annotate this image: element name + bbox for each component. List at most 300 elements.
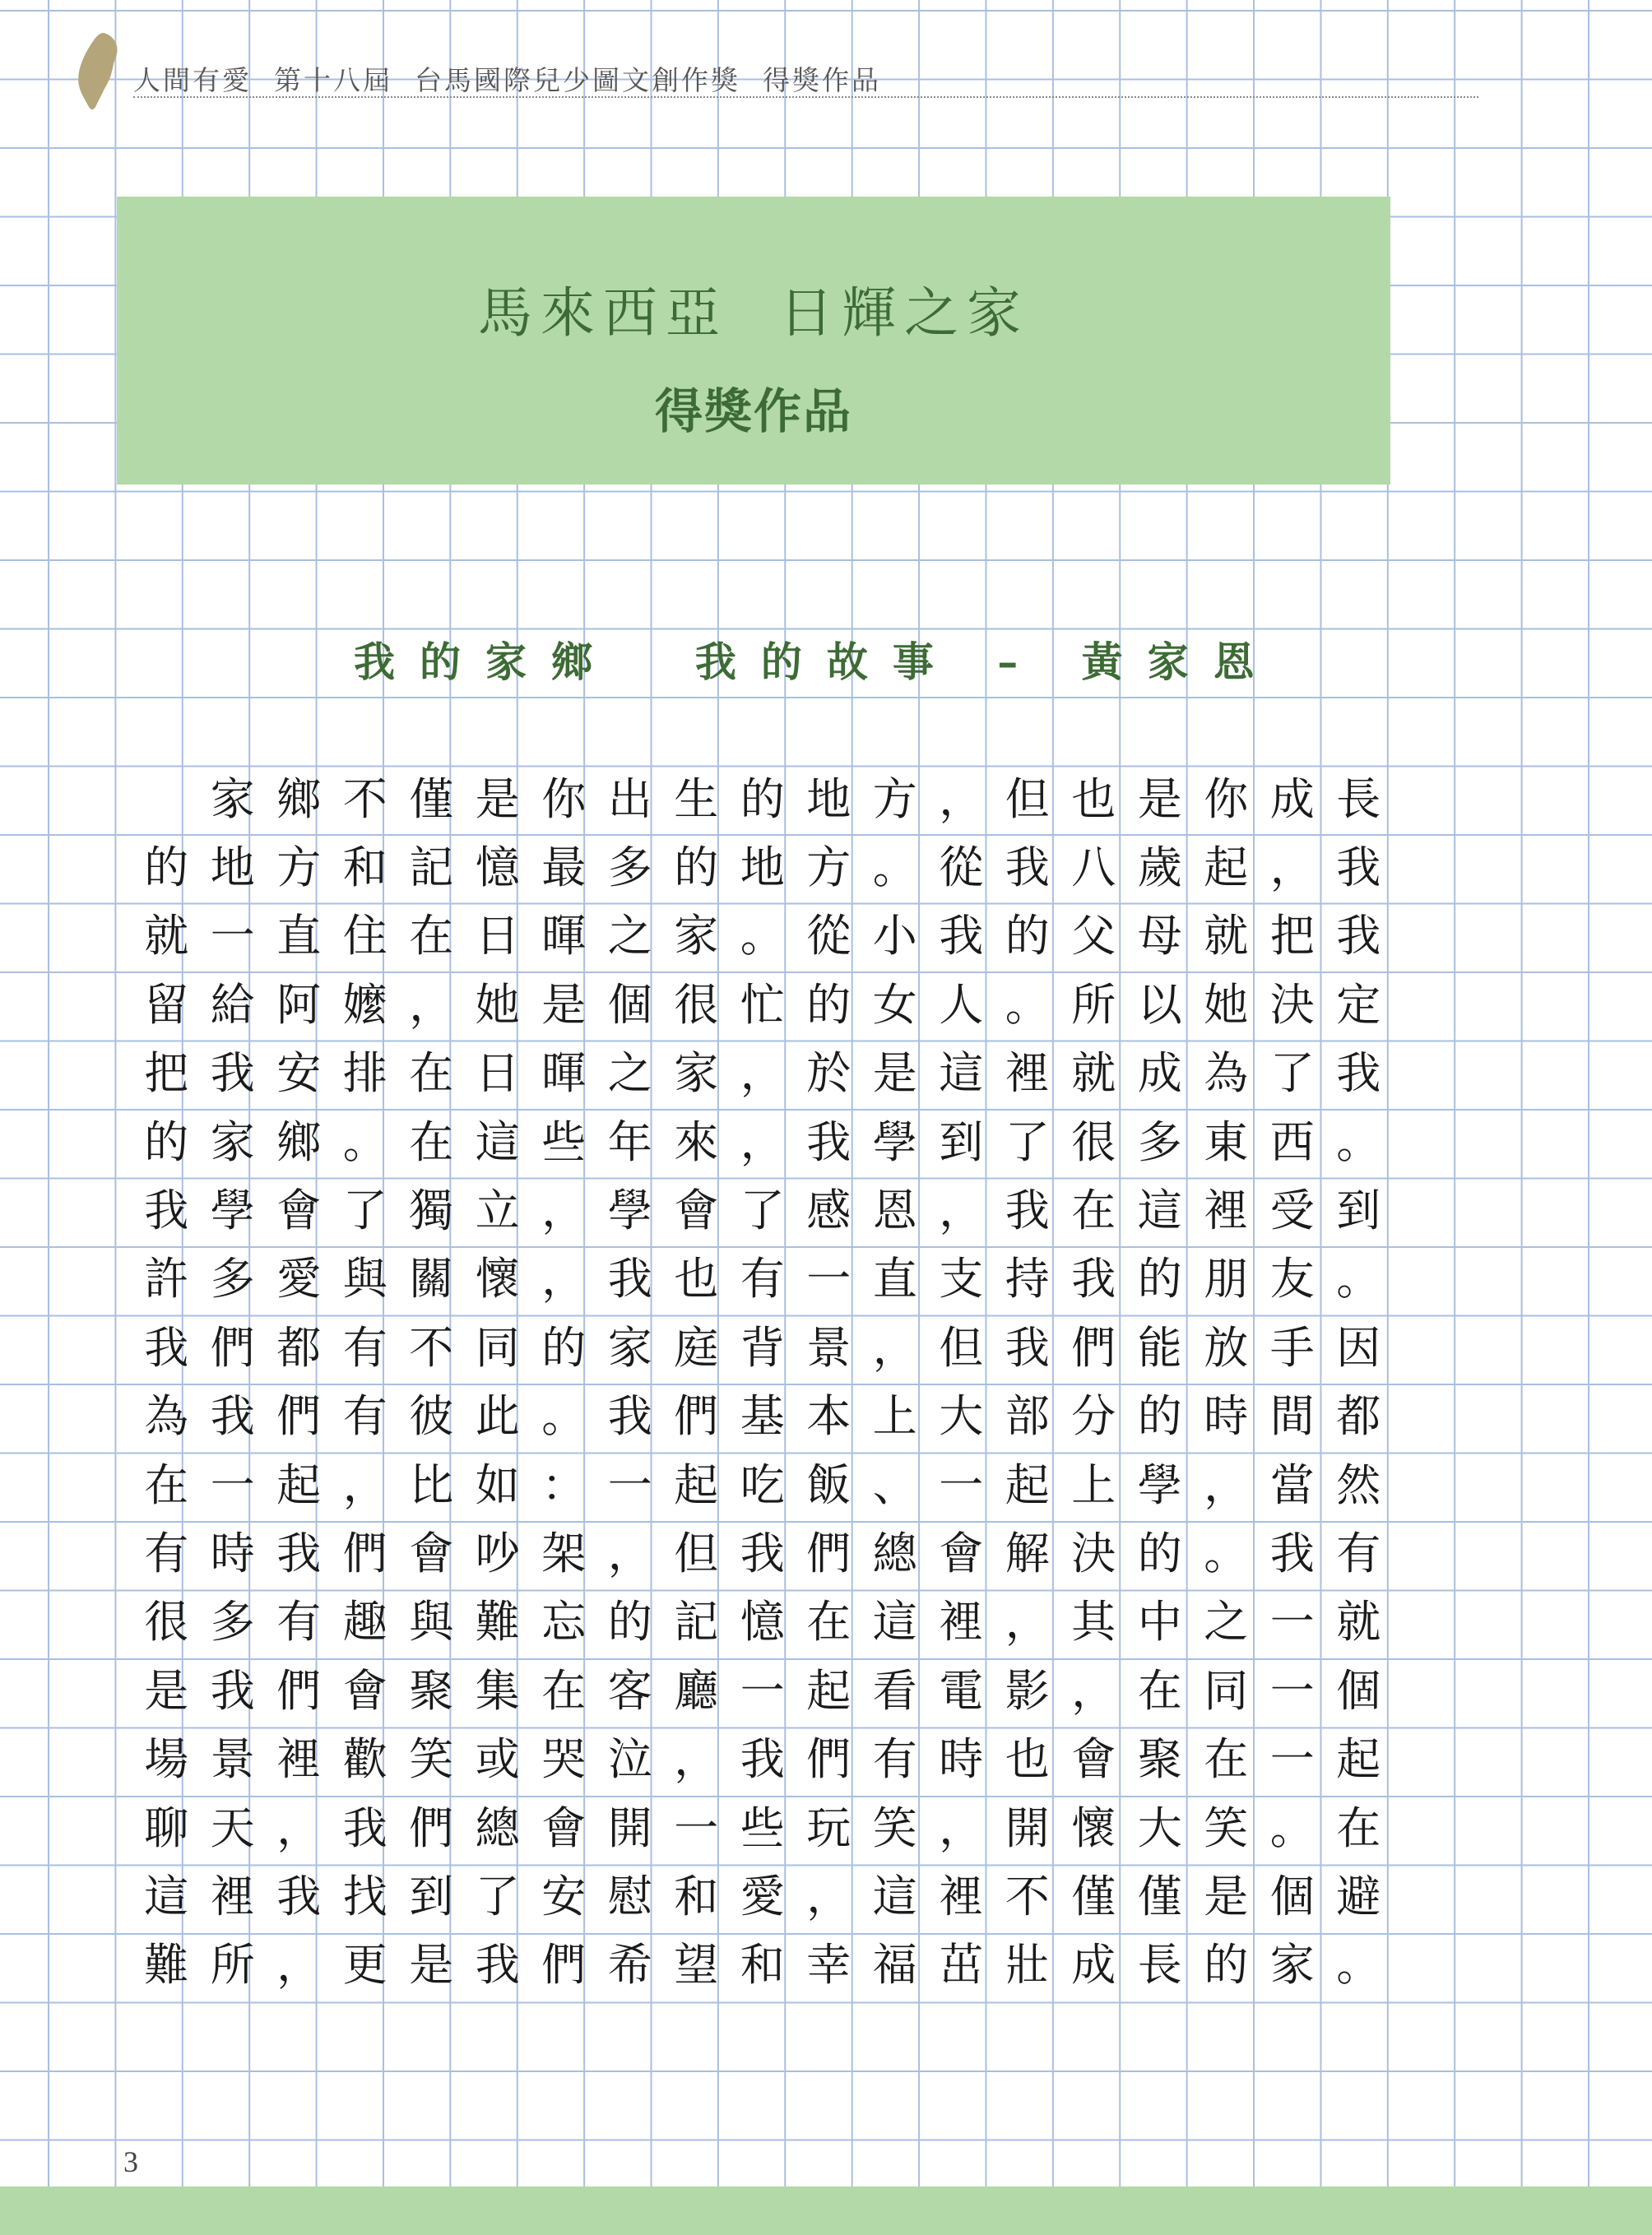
essay-char: 吵 — [475, 1527, 520, 1579]
essay-char: 會 — [276, 1185, 322, 1237]
essay-char: 的 — [144, 1115, 189, 1168]
essay-char: 我 — [1336, 1047, 1381, 1100]
essay-char: 裡 — [939, 1870, 984, 1922]
essay-char: 解 — [1005, 1527, 1050, 1579]
essay-char: 一 — [674, 1801, 719, 1854]
essay-char: 聚 — [1137, 1733, 1182, 1786]
essay-char: 暉 — [541, 1047, 587, 1100]
essay-char: 望 — [674, 1939, 719, 1992]
essay-char: 中 — [1137, 1596, 1182, 1648]
essay-char: 我 — [210, 1047, 255, 1100]
essay-char: 和 — [740, 1939, 785, 1992]
essay-char: 會 — [939, 1527, 984, 1579]
essay-char: 在 — [409, 910, 454, 962]
essay-char: 方 — [872, 772, 917, 825]
essay-char: 聚 — [409, 1664, 454, 1717]
essay-char: 年 — [607, 1115, 652, 1168]
essay-char: 不 — [409, 1321, 454, 1374]
title-banner — [117, 197, 1390, 485]
essay-char: 父 — [1071, 910, 1116, 962]
essay-char: 多 — [210, 1596, 255, 1648]
essay-line — [133, 1451, 1392, 1519]
essay-line — [133, 1588, 1392, 1657]
essay-char: 的 — [1204, 1939, 1249, 1992]
essay-char: 影 — [1005, 1664, 1050, 1717]
essay-char: 在 — [409, 1047, 454, 1100]
essay-char: 之 — [607, 1047, 652, 1100]
essay-char: 福 — [872, 1939, 917, 1992]
essay-char: 。 — [740, 910, 785, 962]
essay-char: 我 — [144, 1321, 189, 1374]
essay-char: 把 — [144, 1047, 189, 1100]
essay-char: 到 — [409, 1870, 454, 1922]
essay-char: 了 — [475, 1870, 520, 1922]
essay-char: 時 — [939, 1733, 984, 1786]
essay-char: 客 — [607, 1664, 652, 1717]
essay-char: 一 — [1269, 1733, 1315, 1786]
essay-char: 多 — [1137, 1115, 1182, 1168]
essay-char: ， — [674, 1733, 719, 1786]
essay-char: 我 — [607, 1253, 652, 1305]
essay-char: 。 — [1336, 1939, 1381, 1992]
essay-char: 住 — [342, 910, 387, 962]
essay-char: 們 — [276, 1390, 322, 1443]
essay-char: 這 — [939, 1047, 984, 1100]
essay-char: 我 — [740, 1733, 785, 1786]
essay-char: 壯 — [1005, 1939, 1050, 1992]
essay-char: ， — [541, 1185, 587, 1237]
essay-char: 有 — [144, 1527, 189, 1579]
essay-char: 的 — [806, 978, 852, 1031]
essay-char: 日 — [475, 1047, 520, 1100]
essay-char: 集 — [475, 1664, 520, 1717]
essay-char: 們 — [342, 1527, 387, 1579]
essay-char: 找 — [342, 1870, 387, 1922]
essay-char: ， — [541, 1253, 587, 1305]
essay-char: 與 — [409, 1596, 454, 1648]
essay-char: 記 — [674, 1596, 719, 1648]
essay-char: 廳 — [674, 1664, 719, 1717]
essay-char: 。 — [541, 1390, 587, 1443]
essay-char: 就 — [144, 910, 189, 962]
essay-char: 你 — [1204, 772, 1249, 825]
essay-char: 然 — [1336, 1458, 1381, 1511]
essay-char: 友 — [1269, 1253, 1315, 1305]
essay-char: 小 — [872, 910, 917, 962]
essay-char: 歲 — [1137, 842, 1182, 894]
essay-line — [133, 902, 1392, 971]
essay-char: 上 — [872, 1390, 917, 1443]
essay-char: 或 — [475, 1733, 520, 1786]
essay-char: 立 — [475, 1185, 520, 1237]
essay-char: 我 — [607, 1390, 652, 1443]
essay-char: 分 — [1071, 1390, 1116, 1443]
essay-char: 有 — [740, 1253, 785, 1305]
essay-char: 多 — [210, 1253, 255, 1305]
essay-char: 地 — [740, 842, 785, 894]
essay-char: 是 — [541, 978, 587, 1031]
essay-char: 忘 — [541, 1596, 587, 1648]
page-header — [0, 25, 1481, 115]
essay-char: 開 — [607, 1801, 652, 1854]
essay-char: 。 — [1005, 978, 1050, 1031]
essay-char: 們 — [409, 1801, 454, 1854]
essay-char: 些 — [740, 1801, 785, 1854]
essay-char: 很 — [674, 978, 719, 1031]
essay-char: ， — [939, 1801, 984, 1854]
essay-char: 庭 — [674, 1321, 719, 1374]
essay-char: 長 — [1336, 772, 1381, 825]
banner-subtitle: 得獎作品 — [654, 383, 852, 439]
essay-char: 給 — [210, 978, 255, 1031]
essay-char: 、 — [872, 1458, 917, 1511]
essay-char: 避 — [1336, 1870, 1381, 1922]
essay-char: 些 — [541, 1115, 587, 1168]
essay-char: ， — [1269, 842, 1315, 894]
essay-char: 大 — [939, 1390, 984, 1443]
essay-line — [133, 1657, 1392, 1725]
essay-char: 家 — [1269, 1939, 1315, 1992]
essay-char: 的 — [1137, 1527, 1182, 1579]
essay-char: 我 — [210, 1664, 255, 1717]
essay-char: 歡 — [342, 1733, 387, 1786]
essay-char: 起 — [674, 1458, 719, 1511]
essay-char: 這 — [1137, 1185, 1182, 1237]
essay-char: 在 — [1204, 1733, 1249, 1786]
essay-char: 鄉 — [276, 1115, 322, 1168]
essay-char: 這 — [872, 1870, 917, 1922]
essay-char: ， — [409, 978, 454, 1031]
essay-char: 間 — [1269, 1390, 1315, 1443]
essay-char: 決 — [1269, 978, 1315, 1031]
essay-char: ， — [276, 1801, 322, 1854]
essay-char: ， — [1005, 1596, 1050, 1648]
essay-char: 架 — [541, 1527, 587, 1579]
essay-char: 希 — [607, 1939, 652, 1992]
essay-char: 的 — [541, 1321, 587, 1374]
essay-char: 長 — [1137, 1939, 1182, 1992]
essay-char: 裡 — [939, 1596, 984, 1648]
essay-char: 一 — [939, 1458, 984, 1511]
essay-char: 們 — [276, 1664, 322, 1717]
essay-char: 開 — [1005, 1801, 1050, 1854]
essay-char: 起 — [1336, 1733, 1381, 1786]
essay-char: 但 — [674, 1527, 719, 1579]
essay-line — [133, 971, 1392, 1039]
essay-char: 就 — [1336, 1596, 1381, 1648]
essay-char: 有 — [1336, 1527, 1381, 1579]
essay-char: 趣 — [342, 1596, 387, 1648]
essay-char: 愛 — [276, 1253, 322, 1305]
essay-char: 獨 — [409, 1185, 454, 1237]
essay-char: 起 — [1005, 1458, 1050, 1511]
essay-char: 們 — [541, 1939, 587, 1992]
essay-char: 上 — [1071, 1458, 1116, 1511]
essay-char: 有 — [872, 1733, 917, 1786]
essay-char: 我 — [939, 910, 984, 962]
essay-char: ， — [342, 1458, 387, 1511]
essay-char: 把 — [1269, 910, 1315, 962]
essay-char: 當 — [1269, 1458, 1315, 1511]
essay-char: 吃 — [740, 1458, 785, 1511]
essay-char: 決 — [1071, 1527, 1116, 1579]
essay-char: 我 — [342, 1801, 387, 1854]
essay-char: 母 — [1137, 910, 1182, 962]
essay-char: 成 — [1269, 772, 1315, 825]
essay-char: ， — [939, 1185, 984, 1237]
essay-char: 笑 — [872, 1801, 917, 1854]
essay-char: 有 — [342, 1321, 387, 1374]
essay-char: 這 — [144, 1870, 189, 1922]
essay-char: 有 — [276, 1596, 322, 1648]
essay-line — [133, 1519, 1392, 1588]
essay-char: 出 — [607, 772, 652, 825]
essay-char: 了 — [342, 1185, 387, 1237]
essay-char: 個 — [1336, 1664, 1381, 1717]
essay-char: 她 — [475, 978, 520, 1031]
essay-char: 電 — [939, 1664, 984, 1717]
essay-char: 和 — [342, 842, 387, 894]
essay-char: 起 — [806, 1664, 852, 1717]
essay-char: 。 — [872, 842, 917, 894]
essay-char: 是 — [1204, 1870, 1249, 1922]
essay-char: 八 — [1071, 842, 1116, 894]
taiwan-map-icon — [72, 31, 122, 112]
essay-char: 安 — [276, 1047, 322, 1100]
essay-char: 起 — [276, 1458, 322, 1511]
essay-char: ， — [939, 772, 984, 825]
essay-char: 我 — [475, 1939, 520, 1992]
essay-char: 更 — [342, 1939, 387, 1992]
essay-char: 我 — [740, 1527, 785, 1579]
essay-char: 這 — [872, 1596, 917, 1648]
essay-char: 我 — [1005, 1321, 1050, 1374]
essay-char: 茁 — [939, 1939, 984, 1992]
essay-char: 於 — [806, 1047, 852, 1100]
essay-char: 同 — [475, 1321, 520, 1374]
essay-char: 會 — [409, 1527, 454, 1579]
essay-char: 不 — [1005, 1870, 1050, 1922]
essay-char: 所 — [1071, 978, 1116, 1031]
essay-char: 從 — [939, 842, 984, 894]
essay-char: 嬤 — [342, 978, 387, 1031]
essay-char: 景 — [806, 1321, 852, 1374]
essay-char: 了 — [740, 1185, 785, 1237]
essay-char: 是 — [1137, 772, 1182, 825]
essay-char: 家 — [674, 910, 719, 962]
essay-char: 部 — [1005, 1390, 1050, 1443]
essay-char: 持 — [1005, 1253, 1050, 1305]
essay-char: 是 — [475, 772, 520, 825]
essay-char: 手 — [1269, 1321, 1315, 1374]
essay-char: 泣 — [607, 1733, 652, 1786]
essay-char: 個 — [1269, 1870, 1315, 1922]
essay-char: 如 — [475, 1458, 520, 1511]
essay-char: 忙 — [740, 978, 785, 1031]
essay-char: 我 — [1005, 1185, 1050, 1237]
essay-char: 時 — [1204, 1390, 1249, 1443]
essay-char: 懷 — [475, 1253, 520, 1305]
essay-char: 個 — [607, 978, 652, 1031]
essay-char: 家 — [210, 772, 255, 825]
essay-char: 也 — [1071, 772, 1116, 825]
essay-char: 基 — [740, 1390, 785, 1443]
essay-char: 會 — [674, 1185, 719, 1237]
essay-char: 總 — [475, 1801, 520, 1854]
essay-char: 我 — [276, 1870, 322, 1922]
essay-char: 。 — [1204, 1527, 1249, 1579]
essay-char: 定 — [1336, 978, 1381, 1031]
essay-char: 比 — [409, 1458, 454, 1511]
essay-char: 受 — [1269, 1185, 1315, 1237]
essay-char: ， — [806, 1870, 852, 1922]
essay-char: 們 — [806, 1527, 852, 1579]
essay-char: 飯 — [806, 1458, 852, 1511]
essay-char: 僅 — [1071, 1870, 1116, 1922]
essay-char: 家 — [210, 1115, 255, 1168]
essay-char: 來 — [674, 1115, 719, 1168]
essay-char: 成 — [1137, 1047, 1182, 1100]
essay-char: 是 — [872, 1047, 917, 1100]
essay-char: 為 — [1204, 1047, 1249, 1100]
essay-char: 在 — [1071, 1185, 1116, 1237]
essay-char: 因 — [1336, 1321, 1381, 1374]
essay-char: 不 — [342, 772, 387, 825]
essay-char: 一 — [806, 1253, 852, 1305]
essay-char: 和 — [674, 1870, 719, 1922]
essay-char: 難 — [144, 1939, 189, 1992]
essay-char: 了 — [1005, 1115, 1050, 1168]
essay-char: 到 — [939, 1115, 984, 1168]
essay-char: 。 — [1336, 1115, 1381, 1168]
essay-char: 許 — [144, 1253, 189, 1305]
essay-char: 慰 — [607, 1870, 652, 1922]
essay-line — [133, 1040, 1392, 1108]
essay-char: 在 — [144, 1458, 189, 1511]
essay-char: 們 — [210, 1321, 255, 1374]
essay-char: 。 — [1336, 1253, 1381, 1305]
essay-char: 學 — [872, 1115, 917, 1168]
essay-char: 僅 — [1137, 1870, 1182, 1922]
essay-char: 在 — [409, 1115, 454, 1168]
essay-char: 在 — [806, 1596, 852, 1648]
essay-char: 西 — [1269, 1115, 1315, 1168]
essay-char: 她 — [1204, 978, 1249, 1031]
essay-char: 都 — [1336, 1390, 1381, 1443]
essay-char: 但 — [1005, 772, 1050, 825]
essay-line — [133, 1245, 1392, 1314]
essay-char: 一 — [607, 1458, 652, 1511]
essay-char: 最 — [541, 842, 587, 894]
essay-char: 其 — [1071, 1596, 1116, 1648]
essay-char: 一 — [740, 1664, 785, 1717]
essay-char: 了 — [1269, 1047, 1315, 1100]
essay-char: 方 — [276, 842, 322, 894]
essay-char: 學 — [1137, 1458, 1182, 1511]
essay-char: 但 — [939, 1321, 984, 1374]
essay-char: 的 — [1137, 1253, 1182, 1305]
essay-char: ， — [1071, 1664, 1116, 1717]
essay-char: 這 — [475, 1115, 520, 1168]
essay-char: 的 — [607, 1596, 652, 1648]
essay-char: 本 — [806, 1390, 852, 1443]
essay-char: 一 — [210, 1458, 255, 1511]
essay-char: 總 — [872, 1527, 917, 1579]
essay-line — [133, 1794, 1392, 1862]
essay-char: 天 — [210, 1801, 255, 1854]
essay-char: 同 — [1204, 1664, 1249, 1717]
essay-char: ： — [541, 1458, 587, 1511]
essay-line — [133, 833, 1392, 902]
essay-char: 裡 — [276, 1733, 322, 1786]
essay-char: 就 — [1071, 1047, 1116, 1100]
essay-char: 成 — [1071, 1939, 1116, 1992]
essay-char: ， — [872, 1321, 917, 1374]
essay-char: 感 — [806, 1185, 852, 1237]
essay-char: 是 — [144, 1664, 189, 1717]
essay-char: 笑 — [409, 1733, 454, 1786]
essay-char: 所 — [210, 1939, 255, 1992]
essay-char: 有 — [342, 1390, 387, 1443]
essay-char: 暉 — [541, 910, 587, 962]
essay-line — [133, 1108, 1392, 1176]
essay-char: 我 — [210, 1390, 255, 1443]
essay-char: 一 — [1269, 1596, 1315, 1648]
essay-char: 裡 — [210, 1870, 255, 1922]
essay-char: 我 — [1336, 910, 1381, 962]
essay-char: 地 — [210, 842, 255, 894]
essay-char: 的 — [740, 772, 785, 825]
essay-char: 憶 — [475, 842, 520, 894]
essay-char: 大 — [1137, 1801, 1182, 1854]
essay-char: 的 — [1005, 910, 1050, 962]
essay-char: 我 — [1005, 842, 1050, 894]
essay-char: ， — [276, 1939, 322, 1992]
essay-char: 難 — [475, 1596, 520, 1648]
essay-char: 支 — [939, 1253, 984, 1305]
essay-char: 學 — [607, 1185, 652, 1237]
essay-body — [133, 765, 1392, 2000]
banner-title: 馬來西亞 日輝之家 — [478, 281, 1029, 345]
essay-char: 也 — [1005, 1733, 1050, 1786]
essay-char: 會 — [342, 1664, 387, 1717]
essay-char: 我 — [1269, 1527, 1315, 1579]
essay-char: ， — [1204, 1458, 1249, 1511]
essay-char: 很 — [1071, 1115, 1116, 1168]
essay-char: 彼 — [409, 1390, 454, 1443]
essay-char: 直 — [276, 910, 322, 962]
essay-char: 家 — [674, 1047, 719, 1100]
essay-char: 我 — [276, 1527, 322, 1579]
essay-char: ， — [740, 1047, 785, 1100]
essay-char: 們 — [674, 1390, 719, 1443]
essay-char: 笑 — [1204, 1801, 1249, 1854]
essay-char: 會 — [1071, 1733, 1116, 1786]
essay-char: 僅 — [409, 772, 454, 825]
essay-char: 就 — [1204, 910, 1249, 962]
essay-char: 鄉 — [276, 772, 322, 825]
essay-line — [133, 1931, 1392, 2000]
essay-char: 學 — [210, 1185, 255, 1237]
essay-char: 場 — [144, 1733, 189, 1786]
essay-char: 懷 — [1071, 1801, 1116, 1854]
essay-char: 景 — [210, 1733, 255, 1786]
essay-char: 也 — [674, 1253, 719, 1305]
essay-char: ， — [607, 1527, 652, 1579]
essay-char: 在 — [541, 1664, 587, 1717]
essay-char: 玩 — [806, 1801, 852, 1854]
essay-char: 會 — [541, 1801, 587, 1854]
